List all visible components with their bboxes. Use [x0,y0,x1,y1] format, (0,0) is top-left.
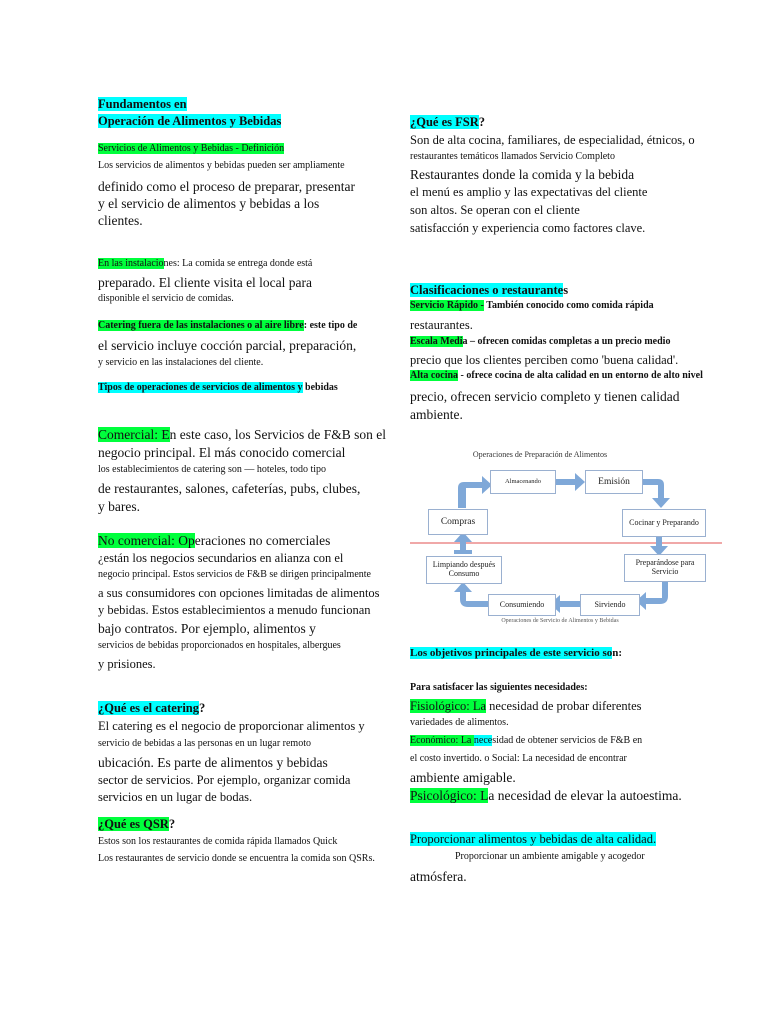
fsr-answer-line: el menú es amplio y las expectativas del cliente [410,185,648,199]
diagram-caption: Operaciones de Servicio de Alimentos y Bebidas [501,618,619,624]
commercial-line: y bares. [98,499,140,514]
commercial-line: los establecimientos de catering son — hoteles, todo tipo [98,464,327,475]
on-premises-line: disponible el servicio de comidas. [98,293,234,304]
fsr-answer-line: restaurantes temáticos llamados Servicio Completo [410,151,615,162]
catering-answer-line: sector de servicios. Por ejemplo, organizar comida [98,773,351,787]
definition-heading: Servicios de Alimentos y Bebidas - Definición [98,143,285,154]
commercial-line: de restaurantes, salones, cafeterías, pubs, clubes, [98,481,361,496]
economic-line: Económico: La necesidad de obtener servicios de F&B en [410,735,643,746]
definition-line: y el servicio de alimentos y bebidas a los [98,196,320,211]
physiological-line: Fisiológico: La necesidad de probar diferentes [410,699,642,713]
fsr-answer-line: satisfacción y experiencia como factores clave. [410,221,646,235]
definition-line: clientes. [98,213,143,228]
catering-answer-line: El catering es el negocio de proporcionar alimentos y [98,719,365,733]
qsr-question: ¿Qué es QSR? [98,817,176,831]
mid-scale-line: precio que los clientes perciben como 'buena calidad'. [410,353,679,367]
catering-heading: Catering fuera de las instalaciones o al aire libre: este tipo de [98,320,358,331]
definition-line: Los servicios de alimentos y bebidas pueden ser ampliamente [98,160,345,171]
needs-intro: Para satisfacer las siguientes necesidades: [410,682,588,693]
types-heading: Tipos de operaciones de servicios de alimentos y bebidas [98,382,338,393]
catering-line: y servicio en las instalaciones del cliente. [98,357,264,368]
non-commercial-line: ¿están los negocios secundarios en alianza con el [98,551,344,565]
commercial-line: negocio principal. El más conocido comercial [98,445,346,460]
step-emision: Emisión [585,470,643,494]
mid-scale-line: Escala Media – ofrecen comidas completas a un precio medio [410,336,671,347]
physiological-line: variedades de alimentos. [410,717,509,728]
arrow-icon [555,473,585,491]
catering-question: ¿Qué es el catering? [98,701,206,715]
step-preparandose: Preparándose para Servicio [624,554,706,582]
title-line-2: Operación de Alimentos y Bebidas [98,114,282,128]
catering-answer-line: servicio de bebidas a las personas en un lugar remoto [98,738,311,749]
on-premises-line: preparado. El cliente visita el local para [98,275,313,290]
catering-answer-line: servicios en un lugar de bodas. [98,790,253,804]
quick-service-line: restaurantes. [410,318,473,332]
non-commercial-line: bajo contratos. Por ejemplo, alimentos y [98,621,316,636]
classifications-heading: Clasificaciones o restaurantes [410,283,569,297]
provide-ambience-line: Proporcionar un ambiente amigable y acogedor [455,851,645,862]
step-almacenando: Almacenando [490,470,556,494]
food-operations-diagram [410,446,722,632]
fine-dining-line: precio, ofrecen servicio completo y tienen calidad [410,389,680,404]
diagram-arrows [410,446,722,632]
step-sirviendo: Sirviendo [580,594,640,616]
arrow-icon [636,580,668,610]
non-commercial-line: y prisiones. [98,657,156,671]
qsr-answer-line: Estos son los restaurantes de comida rápida llamados Quick [98,836,338,847]
non-commercial-line: servicios de bebidas proporcionados en hospitales, albergues [98,640,341,651]
fine-dining-line: ambiente. [410,407,463,422]
economic-line: ambiente amigable. [410,770,516,785]
qsr-answer-line: Los restaurantes de servicio donde se encuentra la comida son QSRs. [98,853,375,864]
step-cocinar: Cocinar y Preparando [622,509,706,537]
definition-line: definido como el proceso de preparar, presentar [98,179,355,194]
fine-dining-line: Alta cocina - ofrece cocina de alta calidad en un entorno de alto nivel [410,370,703,381]
title-line-1: Fundamentos en [98,97,187,111]
step-compras: Compras [428,509,488,535]
non-commercial-line: No comercial: Operaciones no comerciales [98,533,331,548]
fsr-question: ¿Qué es FSR? [410,115,485,129]
fsr-answer-line: Son de alta cocina, familiares, de especialidad, étnicos, o [410,133,695,147]
arrow-icon [454,582,488,607]
catering-line: el servicio incluye cocción parcial, preparación, [98,338,357,353]
step-limpiando: Limpiando después Consumo [426,556,502,584]
diagram-title: Operaciones de Preparación de Alimentos [472,450,608,459]
objectives-heading: Los objetivos principales de este servicio son: [410,647,623,659]
quick-service-line: Servicio Rápido - También conocido como comida rápida [410,300,654,311]
provide-ambience-line: atmósfera. [410,869,467,884]
non-commercial-line: y bebidas. Estos establecimientos a menudo funcionan [98,603,371,617]
arrow-icon [642,479,670,508]
non-commercial-line: a sus consumidores con opciones limitadas de alimentos [98,586,380,600]
arrow-icon [650,536,668,556]
fsr-answer-line: Restaurantes donde la comida y la bebida [410,167,635,182]
non-commercial-line: negocio principal. Estos servicios de F&B se dirigen principalmente [98,569,371,580]
step-consumiendo: Consumiendo [488,594,556,616]
provide-quality-line: Proporcionar alimentos y bebidas de alta calidad. [410,832,657,846]
on-premises-heading: En las instalaciones: La comida se entrega donde está [98,258,313,269]
fsr-answer-line: son altos. Se operan con el cliente [410,203,580,217]
arrow-icon [458,476,492,508]
catering-answer-line: ubicación. Es parte de alimentos y bebidas [98,755,328,770]
psychological-line: Psicológico: La necesidad de elevar la autoestima. [410,788,682,803]
commercial-line: Comercial: En este caso, los Servicios de F&B son el [98,427,386,442]
economic-line: el costo invertido. o Social: La necesidad de encontrar [410,753,627,764]
